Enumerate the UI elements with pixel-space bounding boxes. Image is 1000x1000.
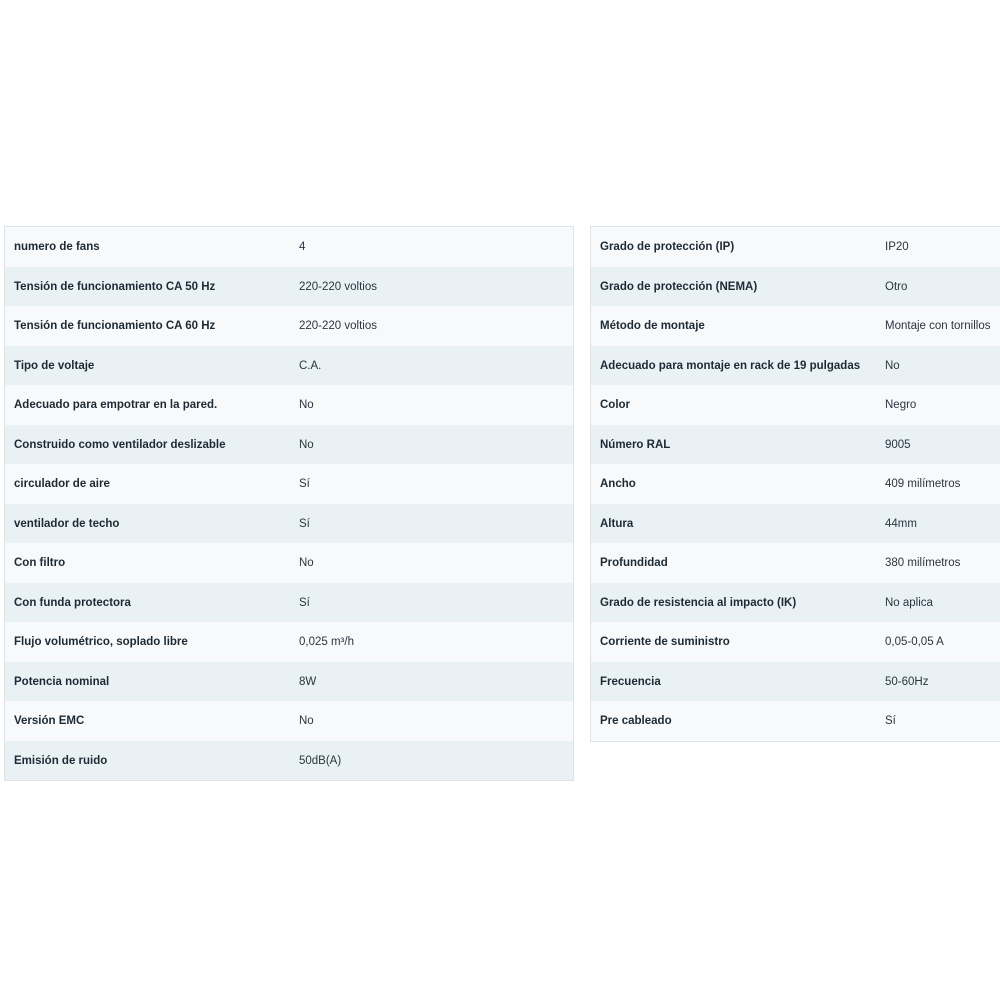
spec-value: 50-60Hz (885, 675, 929, 688)
spec-value: Otro (885, 280, 908, 293)
spec-value: No (299, 715, 314, 727)
spec-value: 0,025 m³/h (299, 636, 354, 648)
spec-label: Construido como ventilador deslizable (14, 438, 226, 451)
table-row (5, 662, 573, 702)
table-row (5, 306, 573, 346)
table-row (5, 346, 573, 386)
spec-value: 409 milímetros (885, 478, 961, 490)
spec-label: Adecuado para empotrar en la pared. (14, 399, 218, 411)
table-row (591, 267, 1000, 307)
spec-label: Grado de resistencia al impacto (IK) (600, 596, 797, 609)
spec-label: Flujo volumétrico, soplado libre (14, 636, 188, 648)
spec-label: numero de fans (14, 241, 100, 253)
spec-label: Altura (600, 517, 634, 530)
table-row (5, 385, 573, 425)
spec-label: Con filtro (14, 557, 66, 569)
spec-value: Sí (885, 715, 896, 727)
spec-value: Negro (885, 399, 917, 411)
table-row (591, 227, 1000, 267)
spec-label: Con funda protectora (14, 596, 131, 609)
spec-value: 220-220 voltios (299, 280, 377, 293)
spec-value: 220-220 voltios (299, 320, 377, 332)
table-row (5, 543, 573, 583)
spec-label: Frecuencia (600, 675, 661, 688)
spec-value: No (299, 399, 314, 411)
table-row (591, 583, 1000, 623)
spec-label: Tensión de funcionamiento CA 60 Hz (14, 320, 216, 332)
table-row (591, 701, 1000, 741)
table-row (591, 662, 1000, 702)
spec-value: Montaje con tornillos (885, 320, 991, 332)
spec-value: 44mm (885, 517, 917, 530)
table-row (591, 543, 1000, 583)
spec-label: Versión EMC (14, 715, 85, 727)
spec-table-left (4, 226, 574, 781)
table-row (591, 425, 1000, 465)
spec-label: Grado de protección (NEMA) (600, 280, 758, 293)
spec-label: Pre cableado (600, 715, 672, 727)
table-row (5, 425, 573, 465)
spec-label: circulador de aire (14, 478, 110, 490)
spec-label: Color (600, 399, 631, 411)
spec-value: 4 (299, 241, 306, 253)
spec-value: No (299, 438, 314, 451)
spec-label: Corriente de suministro (600, 636, 730, 648)
table-row (5, 227, 573, 267)
table-row (591, 385, 1000, 425)
table-row (5, 267, 573, 307)
table-row (5, 741, 573, 781)
table-row (591, 504, 1000, 544)
table-row (591, 464, 1000, 504)
spec-table-right (590, 226, 1000, 742)
table-row (591, 622, 1000, 662)
spec-value: 9005 (885, 438, 911, 451)
spec-label: Tipo de voltaje (14, 359, 95, 372)
spec-label: Número RAL (600, 438, 671, 451)
spec-value: Sí (299, 596, 310, 609)
spec-value: C.A. (299, 359, 322, 372)
table-row (5, 464, 573, 504)
table-row (5, 583, 573, 623)
spec-label: Emisión de ruido (14, 754, 108, 767)
spec-label: Grado de protección (IP) (600, 241, 735, 253)
spec-label: Adecuado para montaje en rack de 19 pulgadas (600, 359, 861, 372)
table-row (591, 306, 1000, 346)
spec-value: No aplica (885, 596, 933, 609)
spec-value: IP20 (885, 241, 909, 253)
spec-label: Potencia nominal (14, 675, 110, 688)
spec-value: 380 milímetros (885, 557, 961, 569)
table-row (5, 701, 573, 741)
spec-value: No (299, 557, 314, 569)
spec-label: Método de montaje (600, 320, 705, 332)
spec-value: No (885, 359, 900, 372)
spec-label: Tensión de funcionamiento CA 50 Hz (14, 280, 216, 293)
spec-value: 0,05-0,05 A (885, 636, 944, 648)
spec-label: Ancho (600, 478, 636, 490)
table-row (5, 622, 573, 662)
table-row (5, 504, 573, 544)
spec-value: Sí (299, 478, 310, 490)
spec-label: Profundidad (600, 557, 668, 569)
spec-label: ventilador de techo (14, 517, 120, 530)
spec-value: 50dB(A) (299, 754, 342, 767)
table-row (591, 346, 1000, 386)
spec-value: Sí (299, 517, 310, 530)
spec-value: 8W (299, 675, 317, 688)
